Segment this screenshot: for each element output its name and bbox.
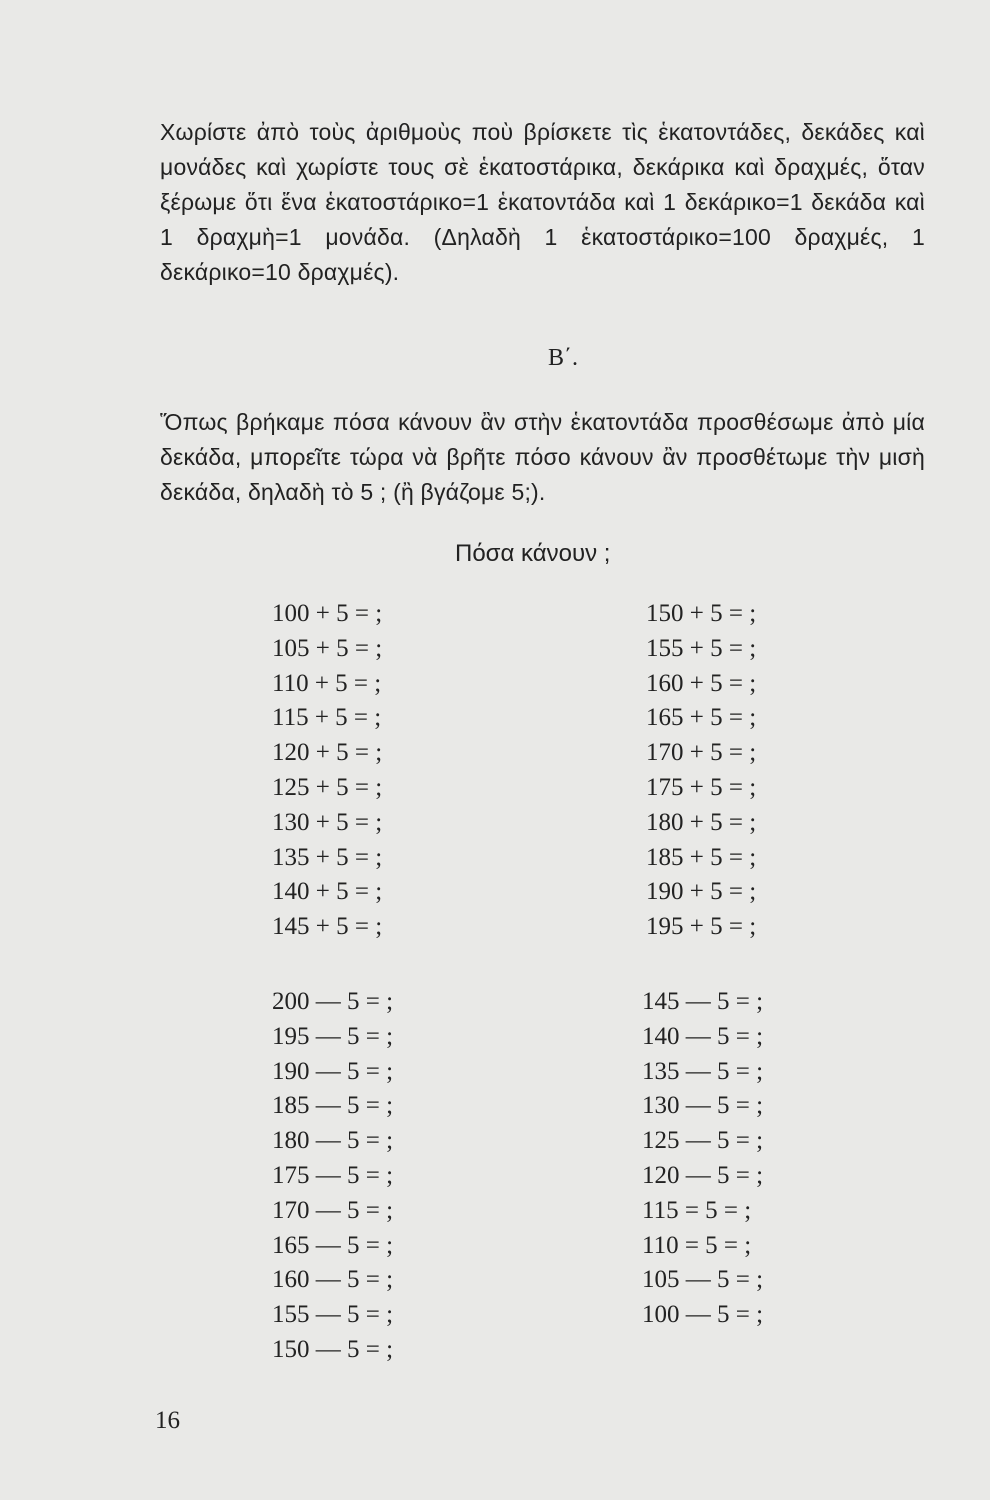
exercise-row: 170 + 5 = ; [646, 739, 757, 767]
subtraction-right-column [642, 985, 763, 1333]
exercise-row: 150 — 5 = ; [272, 1335, 394, 1363]
exercise-row: 195 + 5 = ; [646, 913, 757, 941]
exercise-row: 100 + 5 = ; [272, 600, 383, 627]
exercise-row: 195 — 5 = ; [272, 1022, 394, 1050]
exercise-row: 125 — 5 = ; [642, 1127, 764, 1155]
exercise-row: 160 — 5 = ; [272, 1266, 394, 1294]
exercise-row: 100 — 5 = ; [642, 1301, 764, 1329]
exercise-row: 160 + 5 = ; [646, 669, 757, 697]
exercise-row: 190 + 5 = ; [646, 878, 757, 906]
addition-left-column [272, 597, 382, 945]
page-number: 16 [155, 1407, 180, 1434]
exercise-row: 145 + 5 = ; [272, 913, 383, 941]
intro-paragraph: Χωρίστε ἀπὸ τοὺς ἀριθμοὺς ποὺ βρίσκετε τὶς ἑκατοντάδες, δεκάδες καὶ μονάδες καὶ χωρίστε τους σὲ ἑκατοστάρικα, δεκάρικα καὶ δραχμές, ὅταν ξέρωμε ὅτι ἕνα ἑκατοστάρικο=1 ἑκατοντάδα καὶ 1 δεκάρικο=1 δεκάδα καὶ 1 δραχμὴ=1 μονάδα. (Δηλαδὴ 1 ἑκατοστάρικο=100 δραχμές, 1 δεκάρικο=10 δραχμές). [160, 119, 925, 285]
exercise-row: 130 — 5 = ; [642, 1092, 764, 1120]
exercise-row: 115 + 5 = ; [272, 704, 382, 732]
exercise-row: 125 + 5 = ; [272, 773, 383, 801]
subtraction-left-column [272, 985, 393, 1368]
exercise-row: 185 + 5 = ; [646, 843, 757, 871]
exercise-row: 140 + 5 = ; [272, 878, 383, 906]
instruction-paragraph: Ὅπως βρήκαμε πόσα κάνουν ἂν στὴν ἑκατοντάδα προσθέσωμε ἀπὸ μία δεκάδα, μπορεῖτε τώρα νὰ βρῆτε πόσο κάνουν ἂν προσθέτωμε τὴν μισὴ δεκάδα, δηλαδὴ τὸ 5 ; (ἢ βγάζομε 5;). [160, 409, 925, 505]
exercise-row: 200 — 5 = ; [272, 988, 394, 1015]
exercise-row: 135 + 5 = ; [272, 843, 383, 871]
exercise-row: 120 + 5 = ; [272, 739, 383, 767]
exercise-row: 120 — 5 = ; [642, 1161, 764, 1189]
exercise-row: 110 = 5 = ; [642, 1231, 752, 1259]
exercise-row: 135 — 5 = ; [642, 1057, 764, 1085]
exercise-row: 150 + 5 = ; [646, 600, 757, 627]
exercise-row: 165 + 5 = ; [646, 704, 757, 732]
exercise-row: 155 + 5 = ; [646, 634, 757, 662]
exercise-row: 180 — 5 = ; [272, 1127, 394, 1155]
exercise-row: 180 + 5 = ; [646, 808, 757, 836]
exercise-row: 165 — 5 = ; [272, 1231, 394, 1259]
exercise-row: 105 + 5 = ; [272, 634, 383, 662]
exercise-row: 175 — 5 = ; [272, 1161, 394, 1189]
exercise-row: 190 — 5 = ; [272, 1057, 394, 1085]
exercise-row: 130 + 5 = ; [272, 808, 383, 836]
exercise-row: 145 — 5 = ; [642, 988, 764, 1015]
addition-right-column [646, 597, 756, 945]
exercise-row: 185 — 5 = ; [272, 1092, 394, 1120]
exercise-row: 110 + 5 = ; [272, 669, 382, 697]
exercise-row: 115 = 5 = ; [642, 1196, 752, 1224]
exercise-row: 170 — 5 = ; [272, 1196, 394, 1224]
exercise-row: 175 + 5 = ; [646, 773, 757, 801]
exercise-row: 155 — 5 = ; [272, 1301, 394, 1329]
exercise-row: 140 — 5 = ; [642, 1022, 764, 1050]
section-mark: Β΄. [548, 345, 578, 371]
exercise-heading: Πόσα κάνουν ; [455, 540, 611, 567]
exercise-row: 105 — 5 = ; [642, 1266, 764, 1294]
